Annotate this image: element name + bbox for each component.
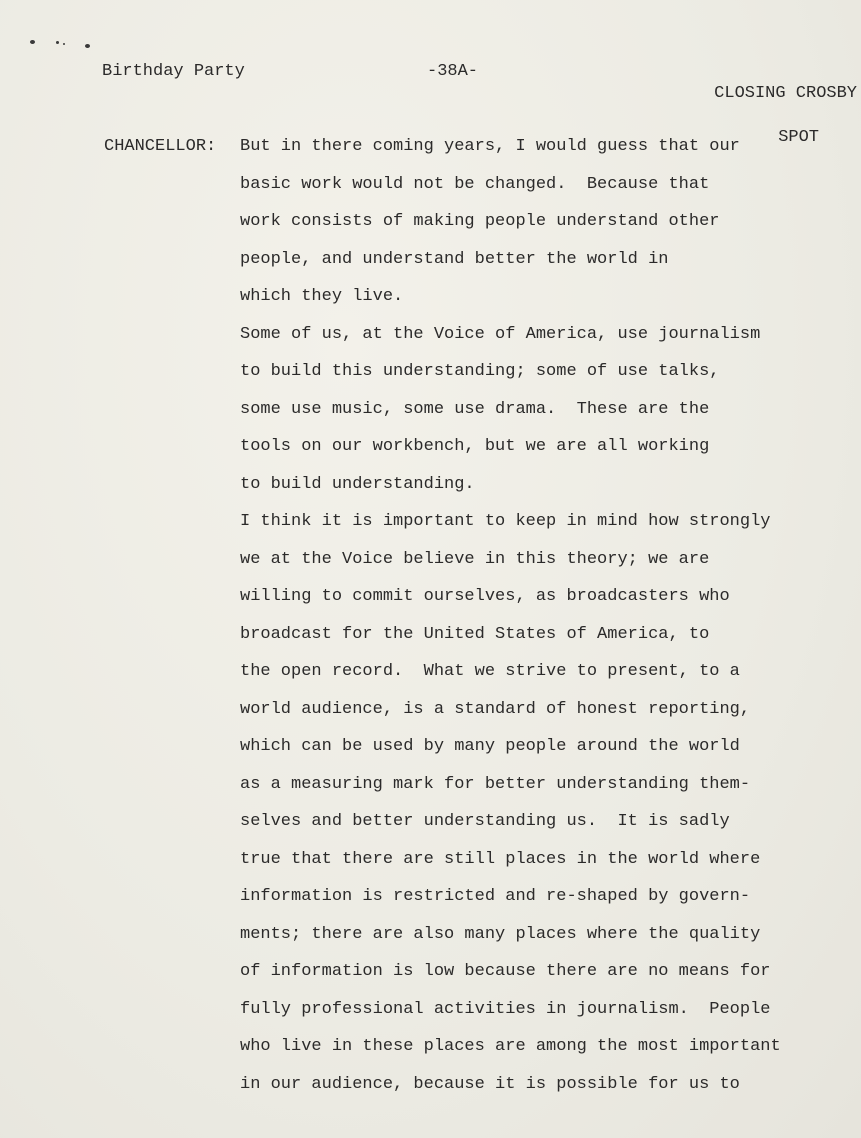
text-line: which they live.: [240, 287, 404, 306]
text-line: Some of us, at the Voice of America, use journalism: [240, 324, 761, 344]
text-line: world audience, is a standard of honest reporting,: [240, 699, 751, 719]
page-number: -38A-: [427, 62, 479, 81]
text-line: to build this understanding; some of use talks,: [240, 362, 720, 381]
text-line: willing to commit ourselves, as broadcasters who: [240, 587, 730, 606]
text-line: I think it is important to keep in mind how strongly: [240, 512, 771, 531]
text-line: ments; there are also many places where the quality: [240, 924, 761, 944]
text-line: work consists of making people understand other: [240, 212, 720, 231]
text-line: fully professional activities in journalism. People: [240, 999, 771, 1019]
text-line: people, and understand better the world in: [240, 249, 669, 269]
speaker-label: CHANCELLOR:: [104, 137, 217, 156]
text-line: in our audience, because it is possible for us to: [240, 1074, 740, 1094]
header-section-line-2: SPOT: [778, 128, 819, 147]
text-line: which can be used by many people around the world: [240, 737, 740, 756]
text-line: true that there are still places in the world where: [240, 849, 761, 869]
text-line: to build understanding.: [240, 474, 475, 494]
text-line: broadcast for the United States of America, to: [240, 624, 710, 644]
text-line: some use music, some use drama. These are the: [240, 399, 710, 419]
text-line: as a measuring mark for better understanding them-: [240, 774, 751, 794]
text-line: selves and better understanding us. It is sadly: [240, 812, 730, 831]
header-section-line-1: CLOSING CROSBY: [714, 84, 857, 103]
text-line: basic work would not be changed. Because that: [240, 174, 710, 194]
dialogue-text: [240, 136, 850, 1111]
text-line: tools on our workbench, but we are all working: [240, 437, 710, 456]
text-line: the open record. What we strive to present, to a: [240, 662, 740, 681]
header-title: Birthday Party: [102, 62, 245, 81]
text-line: who live in these places are among the most important: [240, 1037, 781, 1056]
text-line: of information is low because there are no means for: [240, 962, 771, 981]
text-line: we at the Voice believe in this theory; we are: [240, 549, 710, 569]
text-line: But in there coming years, I would guess that our: [240, 137, 740, 156]
ink-specks: [30, 38, 100, 50]
text-line: information is restricted and re-shaped by govern-: [240, 887, 751, 906]
